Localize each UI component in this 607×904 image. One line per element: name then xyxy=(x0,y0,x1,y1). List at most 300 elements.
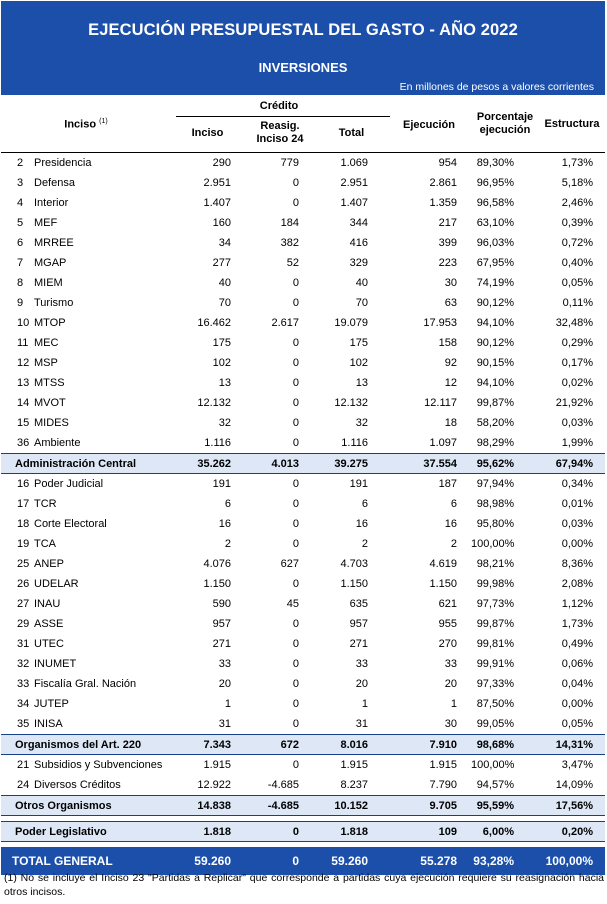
ejecucion-cell: 2.861 xyxy=(429,177,457,189)
estructura-cell: 0,06% xyxy=(561,658,593,670)
table-row xyxy=(1,694,605,714)
inciso-code: 34 xyxy=(17,698,30,710)
ejecucion-cell: 4.619 xyxy=(429,558,457,570)
inciso-name: MTOP xyxy=(34,317,66,329)
inciso-cell xyxy=(1,433,171,454)
table-row xyxy=(1,594,605,614)
inciso-cell: 12.132 xyxy=(197,397,231,409)
inciso-name: Subsidios y Subvenciones xyxy=(34,759,163,771)
estructura-cell: 0,03% xyxy=(561,417,593,429)
reasig-cell: 0 xyxy=(292,759,299,771)
ejecucion-cell: 92 xyxy=(444,357,457,369)
estructura-cell: 67,94% xyxy=(539,454,605,474)
table-row xyxy=(1,313,605,333)
reasig-cell: 0 xyxy=(292,658,299,670)
inciso-cell xyxy=(1,574,171,594)
ejecucion-cell: 17.953 xyxy=(423,317,457,329)
estructura-cell: 0,29% xyxy=(561,337,593,349)
inciso-cell: 7.343 xyxy=(171,735,244,755)
inciso-name: Poder Legislativo xyxy=(15,825,107,838)
inciso-cell xyxy=(1,293,171,313)
estructura-cell: 14,09% xyxy=(555,779,593,791)
reasig-cell: 0 xyxy=(292,698,299,710)
total-cell: 8.237 xyxy=(340,779,368,791)
total-cell: 39.275 xyxy=(316,454,387,474)
table-row xyxy=(1,173,605,193)
inciso-cell xyxy=(1,233,171,253)
inciso-name: MIDES xyxy=(34,417,69,429)
inciso-code: 18 xyxy=(17,518,30,530)
pct-cell: 87,50% xyxy=(476,698,514,710)
budget-table xyxy=(1,153,605,875)
table-body xyxy=(1,153,605,875)
pct-cell: 99,05% xyxy=(476,718,514,730)
estructura-cell: 2,08% xyxy=(561,578,593,590)
total-cell: 102 xyxy=(349,357,368,369)
ejecucion-cell: 33 xyxy=(444,658,457,670)
inciso-cell: 1.818 xyxy=(171,822,244,842)
credito-underline xyxy=(176,116,390,117)
estructura-cell: 14,31% xyxy=(539,735,605,755)
inciso-cell xyxy=(1,796,171,816)
inciso-name: Corte Electoral xyxy=(34,518,107,530)
ejecucion-cell: 37.554 xyxy=(387,454,471,474)
total-cell: 16 xyxy=(355,518,368,530)
inciso-cell: 102 xyxy=(212,357,231,369)
ejecucion-cell: 1.150 xyxy=(429,578,457,590)
inciso-name: MTSS xyxy=(34,377,65,389)
estructura-cell: 0,02% xyxy=(561,377,593,389)
total-cell: 13 xyxy=(355,377,368,389)
table-row xyxy=(1,514,605,534)
header-porcentaje: Porcentaje ejecución xyxy=(476,111,534,136)
inciso-code: 7 xyxy=(17,257,24,269)
inciso-cell xyxy=(1,594,171,614)
inciso-cell: 13 xyxy=(218,377,231,389)
inciso-cell xyxy=(1,253,171,273)
header-credito: Crédito xyxy=(259,100,299,112)
inciso-cell xyxy=(1,474,171,495)
inciso-cell: 590 xyxy=(212,598,231,610)
inciso-cell xyxy=(1,333,171,353)
total-cell: 4.703 xyxy=(340,558,368,570)
table-row xyxy=(1,293,605,313)
estructura-cell: 0,20% xyxy=(539,822,605,842)
total-cell: 1 xyxy=(361,698,368,710)
total-cell: 6 xyxy=(361,498,368,510)
table-row xyxy=(1,153,605,173)
reasig-cell: 0 xyxy=(292,638,299,650)
inciso-cell xyxy=(1,822,171,842)
reasig-cell: 779 xyxy=(280,157,299,169)
inciso-name: MVOT xyxy=(34,397,66,409)
pct-cell: 100,00% xyxy=(471,759,515,771)
inciso-cell: 191 xyxy=(212,478,231,490)
inciso-code: 2 xyxy=(17,157,24,169)
total-cell: 12.132 xyxy=(334,397,368,409)
inciso-cell: 32 xyxy=(218,417,231,429)
total-cell: 10.152 xyxy=(316,796,387,816)
total-cell: 8.016 xyxy=(316,735,387,755)
pct-cell: 99,98% xyxy=(476,578,514,590)
pct-cell: 96,58% xyxy=(476,197,514,209)
total-cell: 32 xyxy=(355,417,368,429)
table-row xyxy=(1,333,605,353)
reasig-cell: 0 xyxy=(292,437,299,449)
inciso-cell: 2.951 xyxy=(203,177,231,189)
pct-cell: 99,87% xyxy=(476,397,514,409)
inciso-code: 5 xyxy=(17,217,24,229)
inciso-code: 36 xyxy=(17,437,30,449)
pct-cell: 90,12% xyxy=(476,337,514,349)
inciso-cell: 4.076 xyxy=(203,558,231,570)
pct-cell: 67,95% xyxy=(476,257,514,269)
inciso-name: TCR xyxy=(34,498,57,510)
total-cell: 344 xyxy=(349,217,368,229)
estructura-cell: 1,99% xyxy=(561,437,593,449)
inciso-cell: 1.915 xyxy=(203,759,231,771)
inciso-name: MIEM xyxy=(34,277,63,289)
ejecucion-cell: 9.705 xyxy=(387,796,471,816)
inciso-cell xyxy=(1,454,171,474)
total-cell: 2.951 xyxy=(340,177,368,189)
ejecucion-cell: 7.910 xyxy=(387,735,471,755)
table-row xyxy=(1,273,605,293)
ejecucion-cell: 223 xyxy=(438,257,457,269)
inciso-cell: 16 xyxy=(218,518,231,530)
pct-cell: 63,10% xyxy=(476,217,514,229)
ejecucion-cell: 1.915 xyxy=(429,759,457,771)
inciso-name: Defensa xyxy=(34,177,75,189)
reasig-cell: 0 xyxy=(292,357,299,369)
inciso-cell: 40 xyxy=(218,277,231,289)
reasig-cell: 0 xyxy=(244,822,316,842)
table-row xyxy=(1,654,605,674)
inciso-cell: 14.838 xyxy=(171,796,244,816)
reasig-cell: 0 xyxy=(292,578,299,590)
header-estructura: Estructura xyxy=(544,118,600,130)
inciso-code: 29 xyxy=(17,618,30,630)
inciso-name: MSP xyxy=(34,357,58,369)
inciso-name: INUMET xyxy=(34,658,77,670)
inciso-name: Interior xyxy=(34,197,69,209)
ejecucion-cell: 954 xyxy=(438,157,457,169)
inciso-cell xyxy=(1,634,171,654)
inciso-cell xyxy=(1,554,171,574)
pct-cell: 99,87% xyxy=(476,618,514,630)
ejecucion-cell: 399 xyxy=(438,237,457,249)
inciso-name: INISA xyxy=(34,718,63,730)
estructura-cell: 0,40% xyxy=(561,257,593,269)
inciso-name: Poder Judicial xyxy=(34,478,104,490)
ejecucion-cell: 12 xyxy=(444,377,457,389)
table-row xyxy=(1,413,605,433)
estructura-cell: 0,05% xyxy=(561,718,593,730)
inciso-name: ANEP xyxy=(34,558,64,570)
inciso-name: MEC xyxy=(34,337,59,349)
table-row xyxy=(1,634,605,654)
table-row xyxy=(1,775,605,796)
inciso-cell xyxy=(1,534,171,554)
reasig-cell: 0 xyxy=(292,337,299,349)
ejecucion-cell: 16 xyxy=(444,518,457,530)
total-cell: 40 xyxy=(355,277,368,289)
total-cell: 31 xyxy=(355,718,368,730)
subtotal-row xyxy=(1,822,605,842)
inciso-cell: 1.116 xyxy=(204,437,231,449)
total-cell: 2 xyxy=(361,538,368,550)
total-cell: 1.069 xyxy=(340,157,368,169)
inciso-cell xyxy=(1,714,171,735)
estructura-cell: 0,04% xyxy=(561,678,593,690)
inciso-code: 33 xyxy=(17,678,30,690)
total-cell: 1.915 xyxy=(340,759,368,771)
inciso-cell: 277 xyxy=(212,257,231,269)
pct-cell: 96,03% xyxy=(476,237,514,249)
units-note: En millones de pesos a valores corrientes xyxy=(399,81,594,93)
pct-cell: 98,98% xyxy=(476,498,514,510)
inciso-code: 14 xyxy=(17,397,30,409)
reasig-cell: 45 xyxy=(286,598,299,610)
pct-cell: 6,00% xyxy=(471,822,539,842)
table-row xyxy=(1,213,605,233)
header-credito-inciso: Inciso xyxy=(191,127,224,139)
reasig-cell: 52 xyxy=(286,257,299,269)
pct-cell: 97,73% xyxy=(476,598,514,610)
inciso-code: 3 xyxy=(17,177,24,189)
pct-cell: 98,29% xyxy=(476,437,514,449)
inciso-cell: 160 xyxy=(212,217,231,229)
inciso-name: UTEC xyxy=(34,638,64,650)
header-inciso: Inciso $^{(1)}$ xyxy=(64,118,108,131)
reasig-cell: 0 xyxy=(292,177,299,189)
table-row xyxy=(1,534,605,554)
total-cell: 1.407 xyxy=(340,197,368,209)
inciso-cell xyxy=(1,674,171,694)
reasig-cell: -4.685 xyxy=(267,779,299,791)
pct-cell: 99,91% xyxy=(476,658,514,670)
inciso-code: 31 xyxy=(17,638,30,650)
inciso-cell: 6 xyxy=(224,498,231,510)
ejecucion-cell: 30 xyxy=(444,718,457,730)
header-ejecucion: Ejecución xyxy=(403,119,455,131)
inciso-code: 16 xyxy=(17,478,30,490)
inciso-cell: 70 xyxy=(218,297,231,309)
inciso-cell xyxy=(1,735,171,755)
pct-cell: 96,95% xyxy=(476,177,514,189)
inciso-code: 19 xyxy=(17,538,30,550)
reasig-cell: 0 xyxy=(292,397,299,409)
reasig-cell: 0 xyxy=(292,718,299,730)
total-cell: 1.818 xyxy=(316,822,387,842)
inciso-cell xyxy=(1,775,171,796)
total-cell: 1.116 xyxy=(341,437,368,449)
pct-cell: 95,59% xyxy=(471,796,539,816)
estructura-cell: 0,00% xyxy=(561,698,593,710)
ejecucion-cell: 18 xyxy=(444,417,457,429)
total-cell: 635 xyxy=(349,598,368,610)
inciso-name: ASSE xyxy=(34,618,64,630)
inciso-cell: 16.462 xyxy=(197,317,231,329)
inciso-cell xyxy=(1,353,171,373)
reasig-cell: 0 xyxy=(292,498,299,510)
report-title: EJECUCIÓN PRESUPUESTAL DEL GASTO - AÑO 2022 xyxy=(88,21,518,39)
total-cell: 19.079 xyxy=(334,317,368,329)
inciso-name: Turismo xyxy=(34,297,74,309)
estructura-cell: 0,49% xyxy=(561,638,593,650)
inciso-cell xyxy=(1,654,171,674)
reasig-cell: 0 xyxy=(292,417,299,429)
inciso-cell: 20 xyxy=(218,678,231,690)
inciso-name: Fiscalía Gral. Nación xyxy=(34,678,137,690)
inciso-cell xyxy=(1,694,171,714)
estructura-cell: 2,46% xyxy=(561,197,593,209)
inciso-cell xyxy=(1,755,171,776)
total-cell: 59.260 xyxy=(316,847,387,875)
inciso-cell: 271 xyxy=(212,638,231,650)
pct-cell: 89,30% xyxy=(476,157,514,169)
ejecucion-cell: 7.790 xyxy=(429,779,457,791)
inciso-name: MGAP xyxy=(34,257,67,269)
inciso-cell: 35.262 xyxy=(171,454,244,474)
inciso-code: 6 xyxy=(17,237,24,249)
table-row xyxy=(1,554,605,574)
inciso-name: Ambiente xyxy=(34,437,81,449)
inciso-name: UDELAR xyxy=(34,578,79,590)
pct-cell: 95,62% xyxy=(471,454,539,474)
ejecucion-cell: 1.097 xyxy=(429,437,457,449)
table-row xyxy=(1,614,605,634)
inciso-cell xyxy=(1,514,171,534)
pct-cell: 100,00% xyxy=(471,538,515,550)
ejecucion-cell: 1.359 xyxy=(429,197,457,209)
reasig-cell: -4.685 xyxy=(244,796,316,816)
pct-cell: 74,19% xyxy=(476,277,514,289)
ejecucion-cell: 2 xyxy=(450,538,457,550)
inciso-cell: 34 xyxy=(218,237,231,249)
reasig-cell: 0 xyxy=(292,277,299,289)
ejecucion-cell: 63 xyxy=(444,297,457,309)
inciso-code: 13 xyxy=(17,377,30,389)
ejecucion-cell: 109 xyxy=(387,822,471,842)
inciso-cell xyxy=(1,494,171,514)
estructura-cell: 0,39% xyxy=(561,217,593,229)
inciso-code: 17 xyxy=(17,498,30,510)
subtotal-row xyxy=(1,796,605,816)
estructura-cell: 0,72% xyxy=(561,237,593,249)
header-inciso-note: (1) xyxy=(99,118,108,125)
estructura-cell: 1,12% xyxy=(561,598,593,610)
total-cell: 70 xyxy=(355,297,368,309)
title-banner xyxy=(1,1,605,95)
reasig-cell: 4.013 xyxy=(244,454,316,474)
inciso-cell xyxy=(1,313,171,333)
pct-cell: 98,68% xyxy=(471,735,539,755)
inciso-cell: 1 xyxy=(224,698,231,710)
estructura-cell: 0,34% xyxy=(561,478,593,490)
inciso-cell: 2 xyxy=(224,538,231,550)
inciso-code: 35 xyxy=(17,718,30,730)
inciso-code: 15 xyxy=(17,417,30,429)
inciso-code: 9 xyxy=(17,297,24,309)
inciso-code: 21 xyxy=(17,759,30,771)
table-row xyxy=(1,233,605,253)
pct-cell: 97,94% xyxy=(476,478,514,490)
inciso-cell xyxy=(1,213,171,233)
total-cell: 416 xyxy=(349,237,368,249)
inciso-code: 26 xyxy=(17,578,30,590)
reasig-cell: 0 xyxy=(292,518,299,530)
ejecucion-cell: 55.278 xyxy=(387,847,471,875)
inciso-name: Diversos Créditos xyxy=(34,779,121,791)
table-row xyxy=(1,494,605,514)
pct-cell: 90,15% xyxy=(476,357,514,369)
total-cell: 33 xyxy=(355,658,368,670)
reasig-cell: 382 xyxy=(280,237,299,249)
inciso-code: 32 xyxy=(17,658,30,670)
table-header xyxy=(1,97,605,151)
inciso-code: 25 xyxy=(17,558,30,570)
ejecucion-cell: 30 xyxy=(444,277,457,289)
pct-cell: 58,20% xyxy=(476,417,514,429)
estructura-cell: 0,05% xyxy=(561,277,593,289)
estructura-cell: 0,11% xyxy=(562,297,593,309)
estructura-cell: 1,73% xyxy=(561,618,593,630)
reasig-cell: 0 xyxy=(292,678,299,690)
inciso-name: Otros Organismos xyxy=(15,799,112,812)
total-cell: 175 xyxy=(349,337,368,349)
total-cell: 191 xyxy=(349,478,368,490)
inciso-code: 27 xyxy=(17,598,30,610)
pct-cell: 94,10% xyxy=(476,377,514,389)
inciso-code: 24 xyxy=(17,779,30,791)
inciso-cell xyxy=(1,614,171,634)
reasig-cell: 0 xyxy=(292,538,299,550)
table-row xyxy=(1,353,605,373)
estructura-cell: 0,00% xyxy=(561,538,593,550)
inciso-name: Presidencia xyxy=(34,157,92,169)
reasig-cell: 0 xyxy=(244,847,316,875)
inciso-cell xyxy=(1,193,171,213)
table-row xyxy=(1,574,605,594)
total-cell: 20 xyxy=(355,678,368,690)
inciso-cell: 957 xyxy=(212,618,231,630)
table-row xyxy=(1,393,605,413)
reasig-cell: 0 xyxy=(292,618,299,630)
ejecucion-cell: 270 xyxy=(438,638,457,650)
estructura-cell: 1,73% xyxy=(561,157,593,169)
inciso-cell: 1.150 xyxy=(203,578,231,590)
inciso-cell: 31 xyxy=(218,718,231,730)
table-row xyxy=(1,714,605,735)
footnote: (1) No se incluye el Inciso 23 "Partidas a Replicar" que corresponde a partidas cuya ejecución requiere su reasignación hacia otros incisos. xyxy=(4,872,604,898)
ejecucion-cell: 187 xyxy=(438,478,457,490)
estructura-cell: 0,03% xyxy=(561,518,593,530)
inciso-code: 11 xyxy=(17,337,29,349)
total-cell: 329 xyxy=(349,257,368,269)
inciso-cell: 12.922 xyxy=(197,779,231,791)
ejecucion-cell: 1 xyxy=(450,698,457,710)
pct-cell: 93,28% xyxy=(471,847,539,875)
inciso-cell: 290 xyxy=(212,157,231,169)
inciso-cell: 59.260 xyxy=(171,847,244,875)
pct-cell: 98,21% xyxy=(476,558,514,570)
header-total: Total xyxy=(338,127,365,139)
ejecucion-cell: 20 xyxy=(444,678,457,690)
inciso-code: 4 xyxy=(17,197,24,209)
inciso-cell xyxy=(1,173,171,193)
inciso-name: MEF xyxy=(34,217,58,229)
